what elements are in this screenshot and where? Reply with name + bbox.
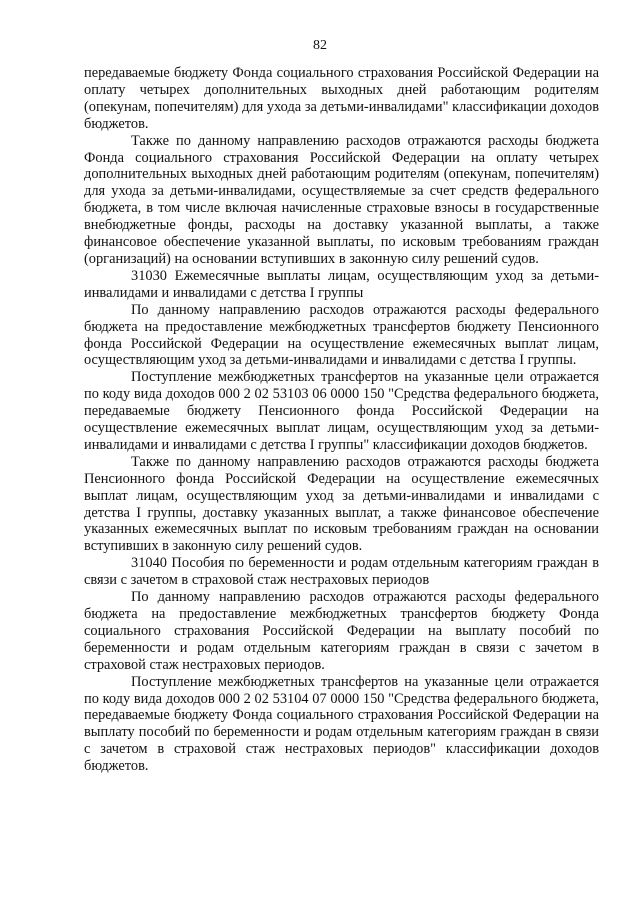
paragraph: Поступление межбюджетных трансфертов на указанные цели отражается по коду вида доходов 000 2 02 53104 07 0000 150 "Средства федерального бюджета, передаваемые бюджету Фонда социального страхования Российской Федерации на выплату пособий по беременности и родам отдельным категориям граждан в связи с зачетом в страховой стаж нестраховых периодов" классификации доходов бюджетов. (84, 673, 599, 775)
paragraph: Также по данному направлению расходов отражаются расходы бюджета Пенсионного фонда Российской Федерации на осуществление ежемесячных выплат лицам, осуществляющим уход за детьми-инвалидами и инвалидами с детства I группы, доставку указанных выплат, а также финансовое обеспечение указанных ежемесячных выплат по исковым требованиям граждан на основании вступивших в законную силу решений судов. (84, 453, 599, 555)
paragraph: Также по данному направлению расходов отражаются расходы бюджета Фонда социального страхования Российской Федерации на оплату четырех дополнительных выходных дней работающим родителям (опекунам, попечителям) для ухода за детьми-инвалидами, осуществляемые за счет средств федерального бюджета, в том числе включая начисленные страховые взносы в государственные внебюджетные фонды, расходы на доставку указанной выплаты, а также финансовое обеспечение указанной выплаты, по исковым требованиям граждан (организаций) на основании вступивших в законную силу решений судов. (84, 132, 599, 267)
paragraph: По данному направлению расходов отражаются расходы федерального бюджета на предоставление межбюджетных трансфертов бюджету Фонда социального страхования Российской Федерации на выплату пособий по беременности и родам отдельным категориям граждан в связи с зачетом в страховой стаж нестраховых периодов. (84, 589, 599, 673)
document-body (84, 65, 599, 775)
paragraph-continuation: передаваемые бюджету Фонда социального страхования Российской Федерации на оплату четырех дополнительных выходных дней работающим родителям (опекунам, попечителям) для ухода за детьми-инвалидами" классификации доходов бюджетов. (84, 65, 599, 132)
paragraph: По данному направлению расходов отражаются расходы федерального бюджета на предоставление межбюджетных трансфертов бюджету Пенсионного фонда Российской Федерации на осуществление ежемесячных выплат лицам, осуществляющим уход за детьми-инвалидами и инвалидами с детства I группы. (84, 301, 599, 369)
page-number: 82 (313, 38, 327, 53)
section-heading-31030: 31030 Ежемесячные выплаты лицам, осуществляющим уход за детьми-инвалидами и инвалидами с детства I группы (84, 267, 599, 301)
section-heading-31040: 31040 Пособия по беременности и родам отдельным категориям граждан в связи с зачетом в страховой стаж нестраховых периодов (84, 555, 599, 589)
paragraph: Поступление межбюджетных трансфертов на указанные цели отражается по коду вида доходов 000 2 02 53103 06 0000 150 "Средства федерального бюджета, передаваемые бюджету Пенсионного фонда Российской Федерации на осуществление ежемесячных выплат лицам, осуществляющим уход за детьми-инвалидами и инвалидами с детства I группы" классификации доходов бюджетов. (84, 369, 599, 453)
